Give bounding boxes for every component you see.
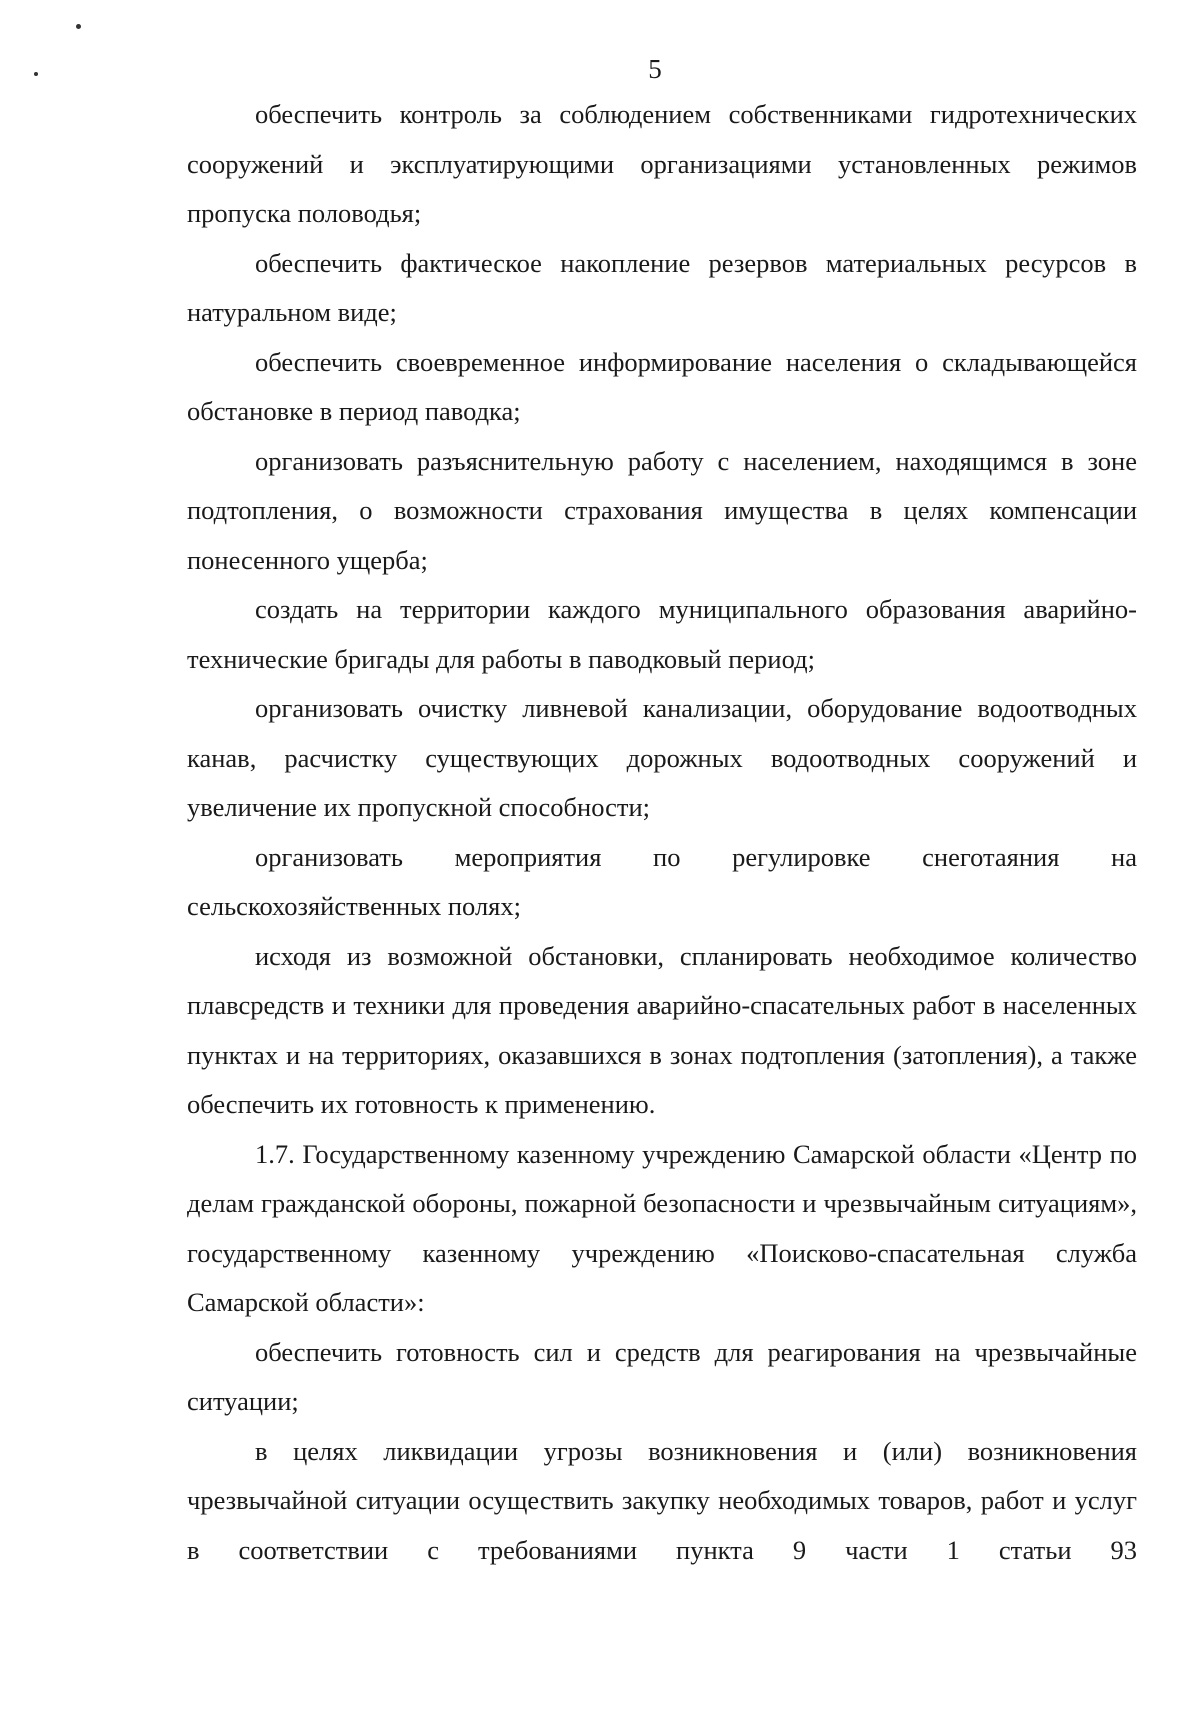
paragraph: обеспечить контроль за соблюдением собственниками гидротехнических сооружений и эксплуатирующими организациями установленных режимов пропуска половодья; [187,99,1137,228]
paragraph: организовать очистку ливневой канализации, оборудование водоотводных канав, расчистку существующих дорожных водоотводных сооружений и увеличение их пропускной способности; [187,693,1137,822]
paragraph: обеспечить фактическое накопление резервов материальных ресурсов в натуральном виде; [187,247,1137,327]
document-body [187,90,1137,1575]
paragraph: создать на территории каждого муниципального образования аварийно-технические бригады для работы в паводковый период; [187,594,1137,674]
paragraph: обеспечить готовность сил и средств для реагирования на чрезвычайные ситуации; [187,1336,1137,1416]
paragraph: в целях ликвидации угрозы возникновения и (или) возникновения чрезвычайной ситуации осуществить закупку необходимых товаров, работ и услуг в соответствии с требованиями пункта 9 части 1 статьи 93 [187,1435,1137,1565]
paragraph: организовать разъяснительную работу с населением, находящимся в зоне подтопления, о возможности страхования имущества в целях компенсации понесенного ущерба; [187,445,1137,575]
page-number: 5 [648,54,662,84]
scan-speck [76,24,81,29]
paragraph: исходя из возможной обстановки, спланировать необходимое количество плавсредств и техники для проведения аварийно-спасательных работ в населенных пунктах и на территориях, оказавшихся в зонах подтопления (затопления), а также обеспечить их готовность к применению. [187,940,1137,1119]
paragraph: организовать мероприятия по регулировке снеготаяния на сельскохозяйственных полях; [187,841,1137,921]
paragraph: обеспечить своевременное информирование населения о складывающейся обстановке в период паводка; [187,346,1137,426]
paragraph: 1.7. Государственному казенному учреждению Самарской области «Центр по делам гражданской обороны, пожарной безопасности и чрезвычайным ситуациям», государственному казенному учреждению «Поисково-спасательная служба Самарской области»: [187,1138,1137,1317]
